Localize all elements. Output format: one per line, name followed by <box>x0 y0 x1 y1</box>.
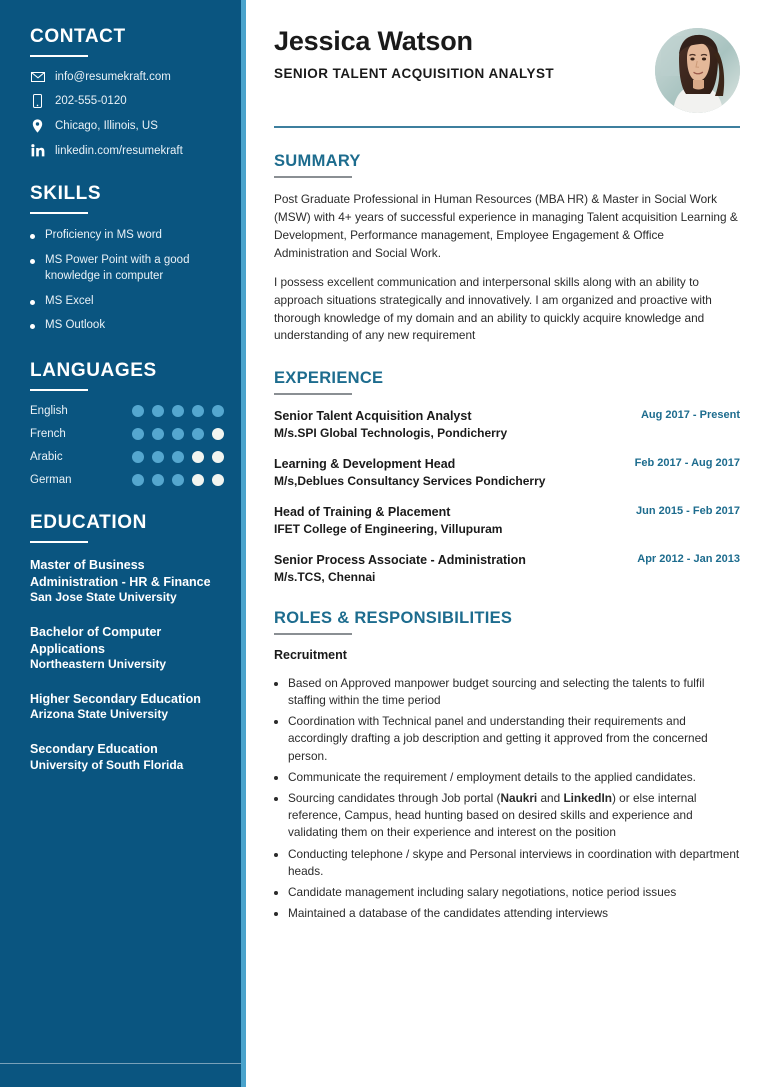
education-item <box>30 624 224 673</box>
responsibility-text: Conducting telephone / skype and Personal interviews in coordination with department heads. <box>288 846 740 878</box>
language-row <box>30 428 224 440</box>
rating-dot-empty <box>192 474 204 486</box>
rating-dot-empty <box>212 428 224 440</box>
language-rating-dots <box>132 474 224 486</box>
experience-title: Head of Training & Placement <box>274 505 451 520</box>
contact-heading-rule <box>30 55 88 57</box>
languages-heading-rule <box>30 389 88 391</box>
experience-list <box>274 408 740 584</box>
rating-dot-filled <box>152 474 164 486</box>
language-row <box>30 474 224 486</box>
roles-subheading: Recruitment <box>274 647 347 662</box>
rating-dot-filled <box>172 474 184 486</box>
responsibility-bullet <box>274 675 740 709</box>
roles-bullet-list <box>274 675 740 923</box>
education-degree: Higher Secondary Education <box>30 691 201 706</box>
education-school: San Jose State University <box>30 590 177 605</box>
bullet-icon <box>30 234 35 239</box>
contact-email-text: info@resumekraft.com <box>55 71 171 83</box>
languages-section <box>30 360 224 486</box>
experience-company: IFET College of Engineering, Villupuram <box>274 521 503 536</box>
responsibility-text: Maintained a database of the candidates attending interviews <box>288 906 609 921</box>
experience-item-text <box>274 456 623 489</box>
experience-company: M/s,Deblues Consultancy Services Pondicherry <box>274 473 546 488</box>
rating-dot-filled <box>152 405 164 417</box>
experience-heading-rule <box>274 393 352 395</box>
contact-item-location[interactable] <box>30 119 224 133</box>
sidebar-hairline-divider <box>0 1063 241 1064</box>
envelope-icon <box>30 72 45 82</box>
responsibility-bullet <box>274 713 740 765</box>
language-rating-dots <box>132 405 224 417</box>
experience-title: Senior Process Associate - Administration <box>274 552 526 567</box>
mobile-phone-icon <box>30 94 45 108</box>
language-rating-dots <box>132 451 224 463</box>
experience-company: M/s.SPI Global Technologis, Pondicherry <box>274 426 508 441</box>
contact-item-phone[interactable] <box>30 94 224 108</box>
rating-dot-empty <box>212 451 224 463</box>
experience-item <box>274 456 740 489</box>
language-row <box>30 405 224 417</box>
rating-dot-filled <box>172 428 184 440</box>
language-name: Arabic <box>30 451 63 464</box>
sidebar <box>0 0 246 1087</box>
experience-heading: EXPERIENCE <box>274 369 384 388</box>
summary-heading-rule <box>274 176 352 178</box>
languages-heading: LANGUAGES <box>30 360 157 382</box>
rating-dot-empty <box>192 451 204 463</box>
skill-item <box>30 228 224 244</box>
skills-section <box>30 183 224 334</box>
responsibility-text: Communicate the requirement / employment details to the applied candidates. <box>288 769 696 784</box>
responsibility-text: Candidate management including salary negotiations, notice period issues <box>288 885 677 900</box>
rating-dot-filled <box>152 428 164 440</box>
language-name: English <box>30 405 68 418</box>
education-degree: Master of Business Administration - HR & Finance <box>30 558 211 589</box>
education-school: Arizona State University <box>30 707 169 722</box>
roles-heading: ROLES & RESPONSIBILITIES <box>274 608 513 627</box>
education-heading-rule <box>30 541 88 543</box>
responsibility-bullet <box>274 846 740 880</box>
contact-heading: CONTACT <box>30 26 126 47</box>
language-name: German <box>30 474 72 487</box>
contact-item-linkedin[interactable] <box>30 144 224 157</box>
education-heading: EDUCATION <box>30 512 147 534</box>
bullet-icon <box>274 912 278 916</box>
rating-dot-filled <box>172 451 184 463</box>
linkedin-icon <box>30 144 45 157</box>
location-pin-icon <box>30 119 45 133</box>
bullet-icon <box>274 891 278 895</box>
education-item <box>30 557 224 606</box>
rating-dot-filled <box>152 451 164 463</box>
bullet-icon <box>30 300 35 305</box>
experience-item <box>274 504 740 537</box>
main-content <box>246 0 768 1087</box>
skills-heading: SKILLS <box>30 183 102 204</box>
education-item <box>30 691 224 723</box>
skill-label: Proficiency in MS word <box>45 229 162 241</box>
summary-section <box>274 152 740 345</box>
experience-item-text <box>274 504 624 537</box>
contact-location-text: Chicago, Illinois, US <box>55 120 158 132</box>
experience-item-text <box>274 552 625 585</box>
skill-label: MS Power Point with a good knowledge in computer <box>45 253 190 282</box>
experience-date: Aug 2017 - Present <box>640 409 740 422</box>
experience-section <box>274 369 740 584</box>
bullet-icon <box>274 797 278 801</box>
responsibility-text: Based on Approved manpower budget sourcing and selecting the talents to fulfil staffing within the time period <box>288 675 705 707</box>
resume-header <box>274 26 740 113</box>
skill-item <box>30 294 224 310</box>
bullet-icon <box>30 324 35 329</box>
education-degree: Secondary Education <box>30 742 158 757</box>
contact-section <box>30 26 224 157</box>
roles-heading-rule <box>274 633 352 635</box>
languages-list <box>30 405 224 486</box>
language-row <box>30 451 224 463</box>
bullet-icon <box>274 853 278 857</box>
bullet-icon <box>274 682 278 686</box>
responsibility-text: Sourcing candidates through Job portal (Naukri and LinkedIn) or else internal reference, Campus, head hunting based on desired skills and experience and validating them on their experience and interest on the position <box>288 791 697 840</box>
summary-paragraph: I possess excellent communication and interpersonal skills along with an ability to approach situations strategically and innovatively. I am organized and proactive with thorough knowledge of my domain and an ability to quickly acquire knowledge and understanding of any new requirement <box>274 274 712 343</box>
rating-dot-filled <box>192 405 204 417</box>
skill-label: MS Outlook <box>45 319 106 332</box>
responsibility-bullet <box>274 905 740 922</box>
contact-phone-text: 202-555-0120 <box>55 95 127 107</box>
responsibility-bullet <box>274 884 740 901</box>
experience-item <box>274 408 740 441</box>
experience-date: Apr 2012 - Jan 2013 <box>637 552 740 565</box>
avatar <box>655 28 740 113</box>
rating-dot-filled <box>192 428 204 440</box>
page-title: Jessica Watson <box>274 26 473 56</box>
rating-dot-filled <box>132 428 144 440</box>
contact-item-email[interactable] <box>30 71 224 83</box>
skill-item <box>30 318 224 334</box>
rating-dot-filled <box>172 405 184 417</box>
roles-section <box>274 609 740 923</box>
summary-heading: SUMMARY <box>274 152 361 170</box>
responsibility-bullet <box>274 769 740 786</box>
skill-label: MS Excel <box>45 294 94 307</box>
language-rating-dots <box>132 428 224 440</box>
experience-item <box>274 552 740 585</box>
education-section <box>30 512 224 773</box>
bullet-icon <box>274 720 278 724</box>
summary-paragraph: Post Graduate Professional in Human Resources (MBA HR) & Master in Social Work (MSW) with 4+ years of successful experience in managing Talent acquisition Learning & Development, Performance management, Employee Engagement & Office Administration and Social Work. <box>274 192 738 260</box>
rating-dot-filled <box>132 405 144 417</box>
bullet-icon <box>30 259 35 264</box>
rating-dot-empty <box>212 474 224 486</box>
education-school: University of South Florida <box>30 757 184 772</box>
job-role-subtitle: SENIOR TALENT ACQUISITION ANALYST <box>274 66 555 82</box>
bullet-icon <box>274 776 278 780</box>
language-name: French <box>30 428 66 441</box>
experience-company: M/s.TCS, Chennai <box>274 569 376 584</box>
rating-dot-filled <box>132 474 144 486</box>
header-text-block <box>274 26 554 81</box>
skills-list <box>30 228 224 334</box>
experience-title: Learning & Development Head <box>274 457 456 472</box>
experience-date: Jun 2015 - Feb 2017 <box>636 505 740 518</box>
contact-linkedin-text: linkedin.com/resumekraft <box>55 144 183 157</box>
education-degree: Bachelor of Computer Applications <box>30 625 162 656</box>
experience-title: Senior Talent Acquisition Analyst <box>274 409 472 424</box>
rating-dot-filled <box>132 451 144 463</box>
sidebar-accent-strip <box>241 0 246 1087</box>
responsibility-bullet <box>274 790 740 842</box>
rating-dot-filled <box>212 405 224 417</box>
header-divider <box>274 126 740 128</box>
education-school: Northeastern University <box>30 657 167 672</box>
experience-date: Feb 2017 - Aug 2017 <box>634 457 740 470</box>
skills-heading-rule <box>30 212 88 214</box>
skill-item <box>30 253 224 285</box>
responsibility-text: Coordination with Technical panel and understanding their requirements and accordingly drafting a job description and getting it approved from the concerned person. <box>288 714 708 763</box>
experience-item-text <box>274 408 629 441</box>
education-item <box>30 741 224 773</box>
